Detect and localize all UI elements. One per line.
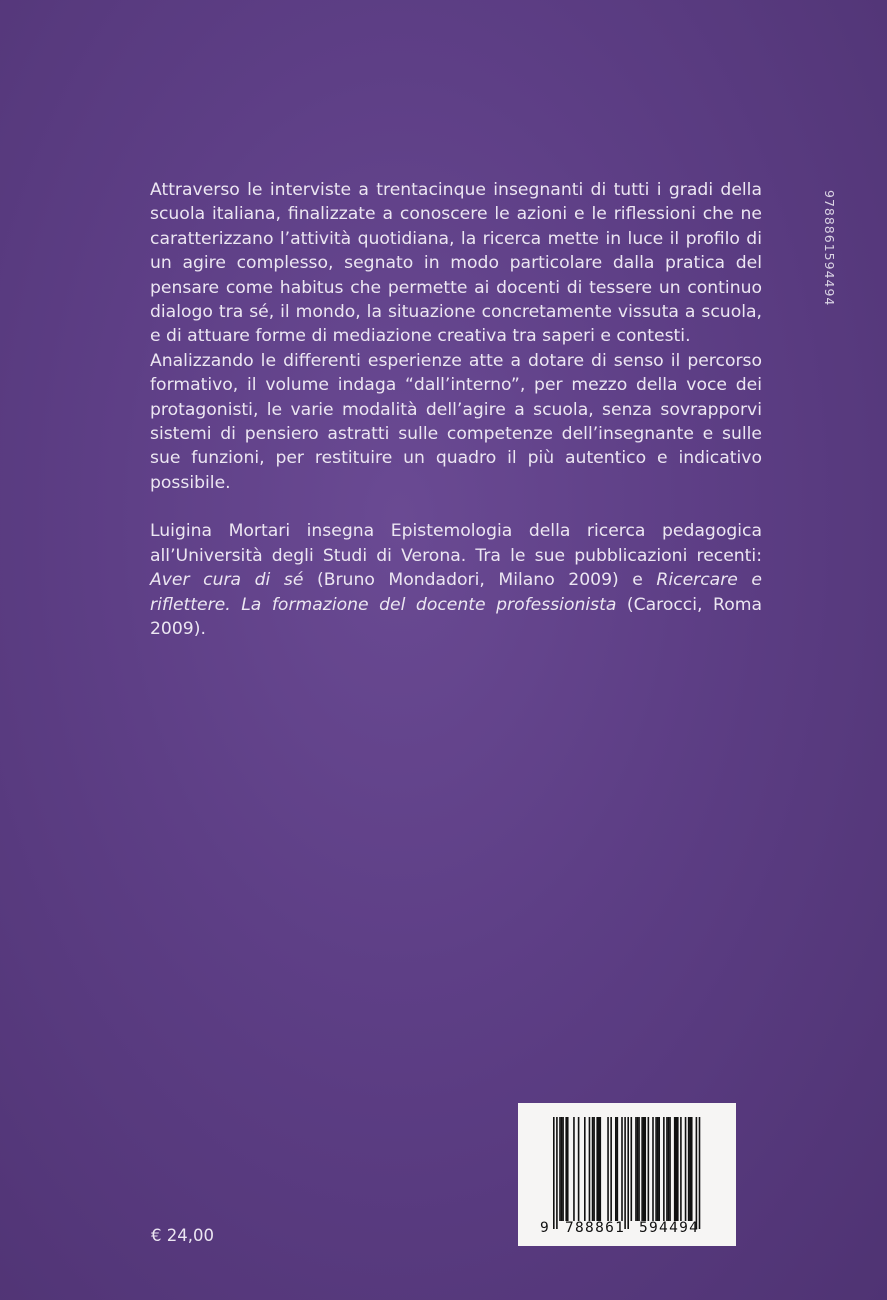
- barcode-bar: [666, 1117, 668, 1221]
- author-bio: [150, 519, 762, 641]
- barcode-bar: [631, 1117, 633, 1221]
- barcode-bar: [573, 1117, 575, 1221]
- barcode-bar: [689, 1117, 691, 1221]
- book-title-2: Ricercare e riflettere. La formazione del docente professionista: [150, 570, 762, 615]
- barcode-bar: [635, 1117, 637, 1221]
- barcode-bar: [607, 1117, 609, 1221]
- barcode-bar: [652, 1117, 654, 1221]
- price: € 24,00: [151, 1226, 214, 1245]
- barcode: [518, 1103, 736, 1246]
- blurb-paragraph-2: Analizzando le differenti esperienze atte a dotare di senso il percorso formativo, il volume indaga “dall’interno”, per mezzo della voce dei protagonisti, le varie modalità dell’agire a scuola, senza sovrapporvi sistemi di pensiero astratti sulle competenze dell’insegnante e sulle sue funzioni, per restituire un quadro il più autentico e indicativo possibile.: [150, 350, 762, 493]
- isbn-vertical: 9788861594494: [822, 190, 837, 307]
- barcode-bar: [561, 1117, 563, 1221]
- barcode-bar: [565, 1117, 567, 1221]
- book-publisher-2: (Carocci, Roma 2009).: [150, 594, 763, 639]
- blurb-paragraph-1: Attraverso le interviste a trentacinque insegnanti di tutti i gradi della scuola italiana, finalizzate a conoscere le azioni e le riflessioni che ne caratterizzano l’attività quotidiana, la ricerca mette in luce il profilo di un agire complesso, segnato in modo particolare dalla pratica del pensare come habitus che permette ai docenti di tessere un continuo dialogo tra sé, il mondo, la situazione concretamente vissuta a scuola, e di attuare forme di mediazione creativa tra saperi e contesti.: [150, 180, 762, 347]
- barcode-bar: [553, 1117, 555, 1229]
- barcode-bar: [643, 1117, 645, 1221]
- barcode-bar: [637, 1117, 639, 1221]
- blurb-text: [150, 178, 762, 641]
- barcode-digits: [518, 1220, 736, 1240]
- barcode-bar: [699, 1117, 701, 1229]
- barcode-bar: [691, 1117, 693, 1221]
- barcode-bar: [615, 1117, 617, 1221]
- author-bio-intro: Luigina Mortari insegna Epistemologia della ricerca pedagogica all’Università degli Studi di Verona. Tra le sue pubblicazioni recenti:: [150, 521, 762, 566]
- barcode-bar: [675, 1117, 677, 1221]
- barcode-bar: [578, 1117, 580, 1221]
- barcode-bar: [567, 1117, 569, 1221]
- barcode-bar: [598, 1117, 600, 1221]
- barcode-bar: [685, 1117, 687, 1221]
- barcode-bar: [657, 1117, 659, 1221]
- paragraph-gap: [150, 495, 762, 519]
- barcode-right-group: 594494: [639, 1220, 700, 1236]
- barcode-bar: [556, 1117, 558, 1229]
- barcode-bar: [680, 1117, 682, 1221]
- barcode-bar: [600, 1117, 602, 1221]
- barcode-bar: [648, 1117, 650, 1221]
- barcode-bar: [593, 1117, 595, 1221]
- barcode-bar: [677, 1117, 679, 1221]
- barcode-bar: [624, 1117, 626, 1229]
- barcode-left-group: 788861: [565, 1220, 626, 1236]
- barcode-bar: [610, 1117, 612, 1221]
- book-title-1: Aver cura di sé: [150, 570, 304, 591]
- book-publisher-1: (Bruno Mondadori, Milano 2009) e: [303, 570, 657, 591]
- barcode-bar: [663, 1117, 665, 1221]
- barcode-bar: [617, 1117, 619, 1221]
- barcode-first-digit: 9: [540, 1220, 549, 1236]
- barcode-bar: [641, 1117, 643, 1221]
- barcode-bar: [627, 1117, 629, 1229]
- barcode-bar: [589, 1117, 591, 1221]
- barcode-bar: [644, 1117, 646, 1221]
- barcode-bar: [655, 1117, 657, 1221]
- barcode-bar: [584, 1117, 586, 1221]
- barcode-bar: [562, 1117, 564, 1221]
- barcode-bar: [668, 1117, 670, 1221]
- barcode-bar: [658, 1117, 660, 1221]
- barcode-bar: [638, 1117, 640, 1221]
- barcode-bar: [674, 1117, 676, 1221]
- barcode-bar: [621, 1117, 623, 1221]
- barcode-bar: [596, 1117, 598, 1221]
- barcode-bar: [669, 1117, 671, 1221]
- barcode-bar: [696, 1117, 698, 1229]
- barcode-bar: [559, 1117, 561, 1221]
- barcode-bar: [592, 1117, 594, 1221]
- barcode-bar: [688, 1117, 690, 1221]
